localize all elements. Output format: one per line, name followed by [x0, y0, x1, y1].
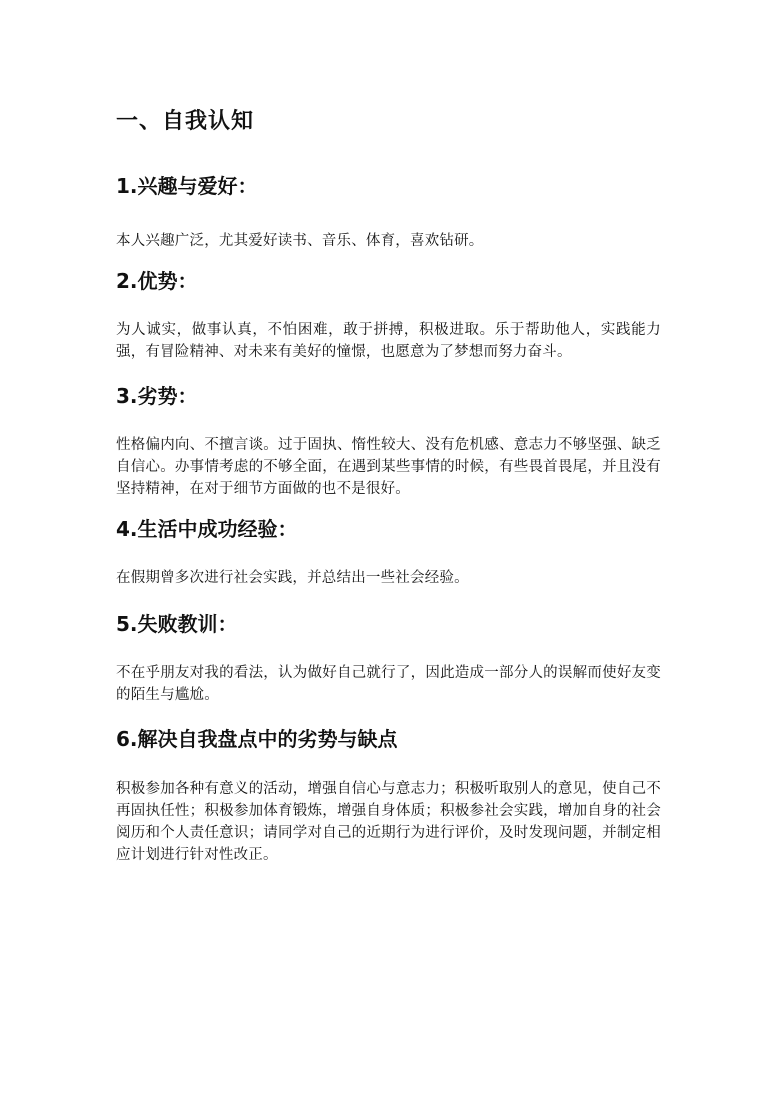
section-heading-failure-lessons: 5.失败教训：	[116, 612, 238, 636]
section-failure-lessons	[116, 610, 661, 706]
section-interests	[116, 172, 661, 252]
section-body-strengths: 为人诚实，做事认真，不怕困难，敢于拼搏，积极进取。乐于帮助他人，实践能力强，有冒险精神、对未来有美好的憧憬，也愿意为了梦想而努力奋斗。	[116, 322, 661, 360]
section-body-interests: 本人兴趣广泛，尤其爱好读书、音乐、体育，喜欢钻研。	[116, 233, 484, 249]
section-solutions	[116, 725, 661, 866]
section-success-experience	[116, 515, 661, 589]
section-body-weaknesses: 性格偏内向、不擅言谈。过于固执、惰性较大、没有危机感、意志力不够坚强、缺乏自信心。办事情考虑的不够全面，在遇到某些事情的时候，有些畏首畏尾，并且没有坚持精神，在对于细节方面做的也不是很好。	[116, 437, 661, 497]
section-body-success-experience: 在假期曾多次进行社会实践，并总结出一些社会经验。	[116, 570, 469, 586]
document-title: 一、自我认知	[116, 109, 255, 134]
section-heading-strengths: 2.优势：	[116, 269, 198, 293]
section-strengths	[116, 267, 661, 363]
section-weaknesses	[116, 382, 661, 500]
section-heading-weaknesses: 3.劣势：	[116, 384, 198, 408]
section-heading-success-experience: 4.生活中成功经验：	[116, 517, 298, 541]
section-heading-interests: 1.兴趣与爱好：	[116, 174, 258, 198]
section-body-failure-lessons: 不在乎朋友对我的看法，认为做好自己就行了，因此造成一部分人的误解而使好友变的陌生与尴尬。	[116, 665, 661, 703]
section-body-solutions: 积极参加各种有意义的活动，增强自信心与意志力；积极听取别人的意见，使自己不再固执任性；积极参加体育锻炼，增强自身体质；积极参社会实践，增加自身的社会阅历和个人责任意识；请同学对自己的近期行为进行评价，及时发现问题，并制定相应计划进行针对性改正。	[116, 781, 661, 863]
section-heading-solutions: 6.解决自我盘点中的劣势与缺点	[116, 727, 398, 751]
